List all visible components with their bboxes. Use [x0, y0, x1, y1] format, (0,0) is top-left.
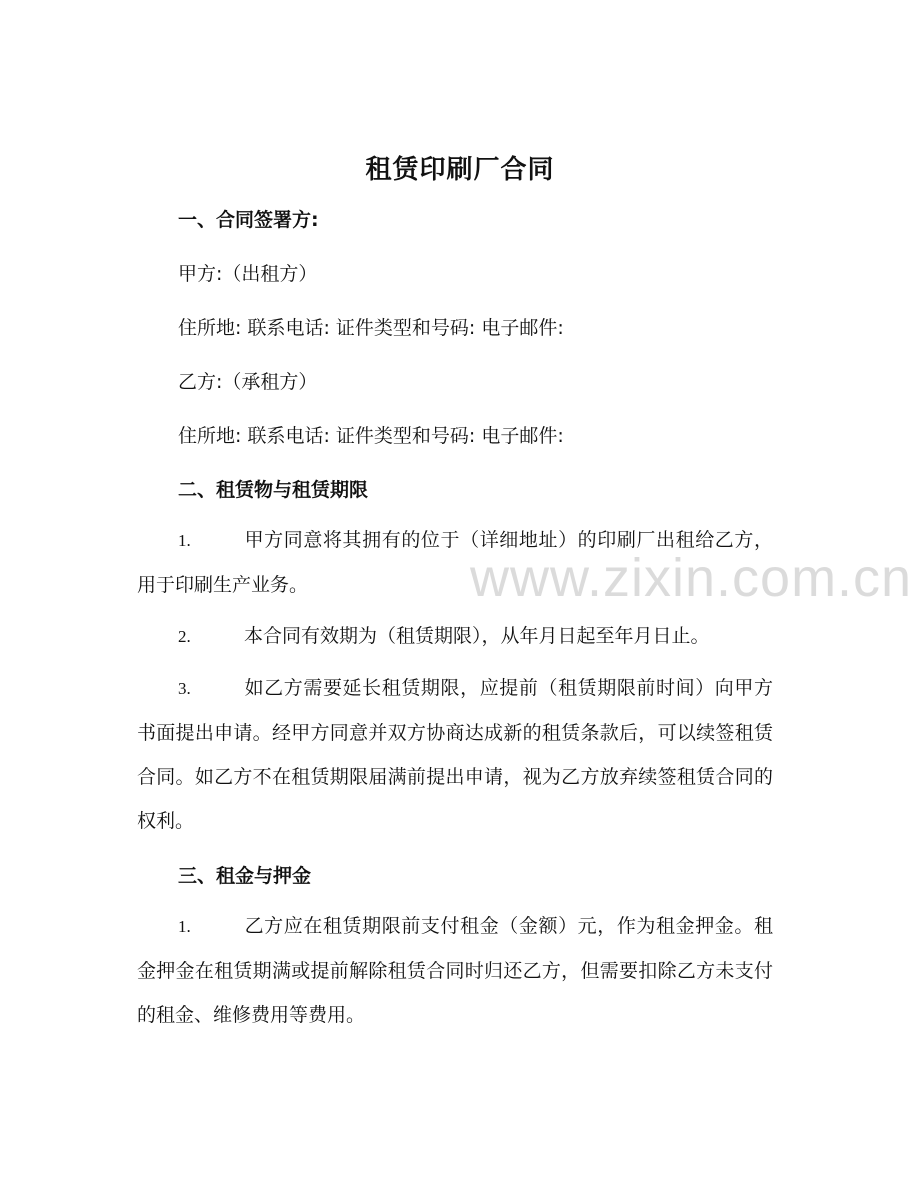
item-number: 3. — [178, 679, 191, 698]
item-text: 乙方应在租赁期限前支付租金（金额）元，作为租金押金。租金押金在租赁期满或提前解除租赁合同时归还乙方，但需要扣除乙方未支付的租金、维修费用等费用。 — [137, 915, 773, 1026]
item-number: 1. — [178, 917, 191, 936]
section-2-item-3 — [137, 666, 773, 843]
item-number: 2. — [178, 627, 191, 646]
item-text: 甲方同意将其拥有的位于（详细地址）的印刷厂出租给乙方，用于印刷生产业务。 — [137, 529, 773, 596]
document-title: 租赁印刷厂合同 — [365, 155, 555, 185]
item-text: 如乙方需要延长租赁期限，应提前（租赁期限前时间）向甲方书面提出申请。经甲方同意并双方协商达成新的租赁条款后，可以续签租赁合同。如乙方不在租赁期限届满前提出申请，视为乙方放弃续签租赁合同的权利。 — [137, 677, 773, 832]
section-2-item-2 — [137, 614, 773, 659]
party-b-label: 乙方:（承租方） — [178, 371, 318, 393]
section-1-heading: 一、合同签署方: — [178, 209, 319, 231]
party-b-fields: 住所地: 联系电话: 证件类型和号码: 电子邮件: — [178, 425, 564, 447]
party-a-fields: 住所地: 联系电话: 证件类型和号码: 电子邮件: — [178, 317, 564, 339]
section-2-heading: 二、租赁物与租赁期限 — [178, 479, 369, 501]
watermark: www.zixin.com.cn — [470, 548, 913, 608]
item-text: 本合同有效期为（租赁期限），从年月日起至年月日止。 — [244, 625, 710, 647]
item-number: 1. — [178, 531, 191, 550]
section-3-item-1 — [137, 904, 773, 1037]
party-a-label: 甲方:（出租方） — [178, 263, 318, 285]
section-3-heading: 三、租金与押金 — [178, 865, 312, 887]
section-2-item-1 — [137, 518, 773, 607]
